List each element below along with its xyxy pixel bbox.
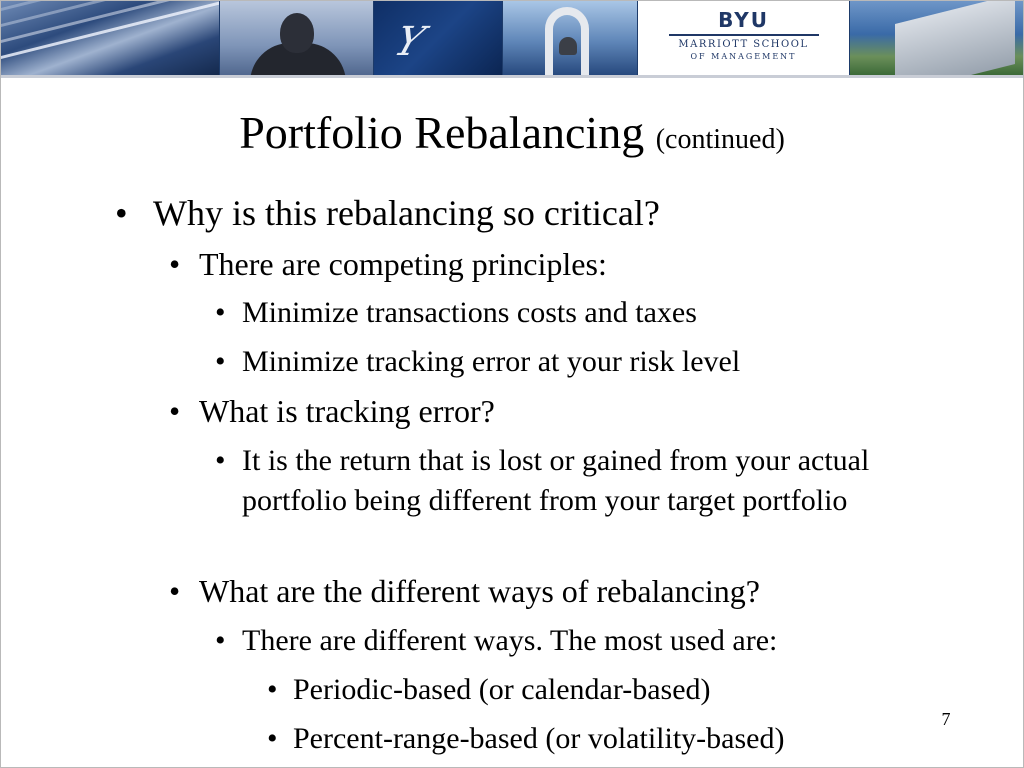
bullet-text: Minimize transactions costs and taxes — [242, 296, 697, 329]
bullet-text: What are the different ways of rebalancing? — [199, 573, 760, 609]
byu-marriott-logo — [638, 1, 849, 75]
bullet-dot: • — [169, 573, 181, 609]
header-banner — [1, 1, 1023, 78]
bullet-dot: • — [267, 673, 278, 706]
bullet-text: Percent-range-based (or volatility-based) — [293, 722, 785, 755]
page-number: 7 — [941, 709, 951, 729]
banner-photo-y-mountain: Y — [374, 1, 502, 75]
bullet-dot: • — [267, 722, 278, 755]
slide-title — [1, 105, 1023, 168]
logo-byu-text: BYU — [718, 8, 769, 32]
bullet-text: Minimize tracking error at your risk level — [242, 345, 741, 378]
title-main: Portfolio Rebalancing — [239, 107, 645, 158]
banner-photo-statue — [220, 1, 373, 75]
title-suffix: (continued) — [655, 124, 785, 155]
bullet-text: There are competing principles: — [199, 246, 607, 282]
bullet-dot: • — [215, 624, 226, 657]
bullet-dot: • — [215, 296, 226, 329]
bullet-text: Periodic-based (or calendar-based) — [293, 673, 711, 706]
bullet-dot: • — [215, 345, 226, 378]
logo-management-text: OF MANAGEMENT — [690, 52, 797, 61]
bullet-text: It is the return that is lost or gained from your actual portfolio being different from your target portfolio — [242, 444, 870, 517]
bullet-dot: • — [115, 193, 128, 233]
banner-photo-campus-building — [850, 1, 1023, 75]
banner-photo-architecture — [1, 1, 219, 75]
bullet-text: What is tracking error? — [199, 393, 495, 429]
bell-icon — [559, 37, 577, 55]
bullet-dot: • — [169, 246, 181, 282]
bullet-item — [215, 441, 905, 521]
bullet-dot: • — [215, 444, 226, 477]
logo-school-text: MARRIOTT SCHOOL — [678, 39, 809, 50]
bullet-text: Why is this rebalancing so critical? — [153, 193, 660, 233]
bullet-dot: • — [169, 393, 181, 429]
bullet-text: There are different ways. The most used are: — [242, 624, 778, 657]
banner-photo-bell-tower — [503, 1, 637, 75]
